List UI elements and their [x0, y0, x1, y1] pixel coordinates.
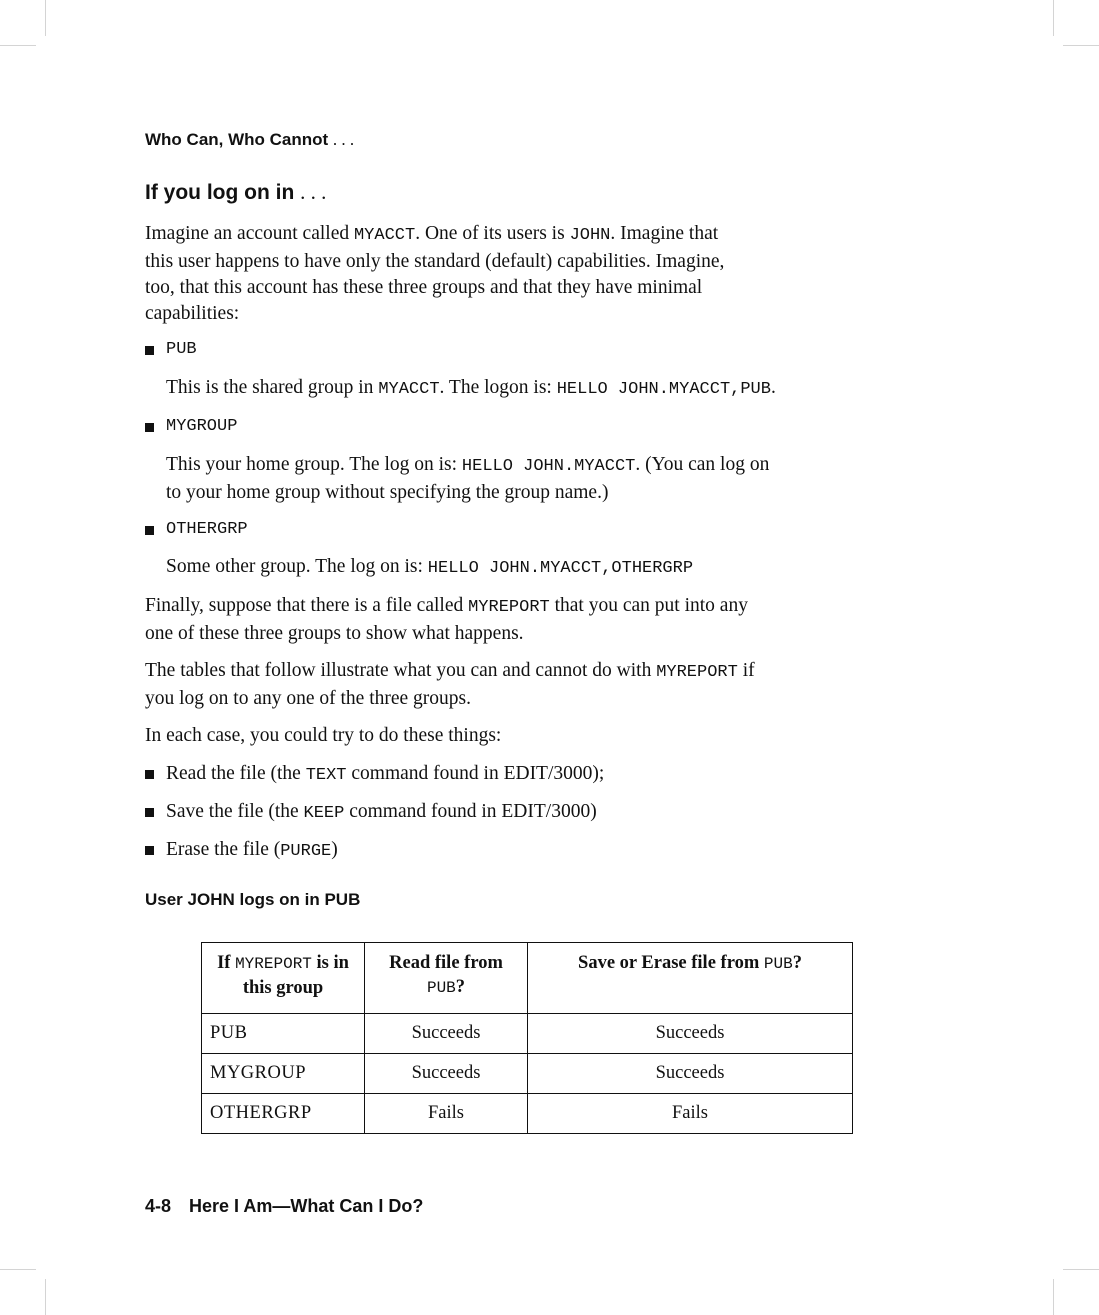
file-name: MYREPORT — [656, 663, 738, 682]
command-name: TEXT — [305, 766, 347, 785]
crop-mark — [0, 45, 36, 46]
crop-mark — [1063, 1269, 1099, 1270]
description-text: Some other group. The log on is: — [166, 556, 423, 577]
finally-paragraph — [145, 593, 905, 647]
header-text: ? — [455, 977, 466, 997]
paragraph-text: that you can put into any — [554, 595, 748, 616]
paragraph-line — [145, 658, 905, 686]
bullet-icon — [145, 423, 154, 432]
running-head-ellipsis: . . . — [332, 130, 355, 149]
intro-paragraph — [145, 221, 905, 327]
group-name: MYGROUP — [166, 417, 238, 436]
description-text: . (You can log on — [635, 454, 770, 475]
description-line: to your home group without specifying the group name.) — [166, 482, 609, 503]
action-text — [166, 837, 338, 865]
section-title — [145, 180, 326, 205]
logon-command: HELLO JOHN.MYACCT — [461, 457, 636, 476]
action-label: Save the file (the — [166, 801, 299, 822]
action-label: command found in EDIT/3000) — [349, 801, 597, 822]
header-text: If — [217, 953, 231, 973]
header-text: is in — [316, 953, 349, 973]
paragraph-text: if — [742, 660, 755, 681]
tables-intro-paragraph — [145, 658, 905, 712]
intro-text: . One of its users is — [415, 223, 565, 244]
section-title-ellipsis: . . . — [300, 180, 327, 204]
table-row — [202, 1054, 853, 1094]
save-erase-cell: Fails — [528, 1094, 853, 1134]
command-name: KEEP — [303, 804, 345, 823]
file-name: MYREPORT — [468, 598, 550, 617]
save-erase-cell: Succeeds — [528, 1054, 853, 1094]
running-head-title: Who Can, Who Cannot — [145, 130, 329, 149]
group-cell: OTHERGRP — [202, 1094, 365, 1134]
crop-mark — [1053, 1279, 1054, 1315]
logon-command: HELLO JOHN.MYACCT,PUB — [556, 380, 771, 399]
bullet-icon — [145, 770, 154, 779]
paragraph-line: one of these three groups to show what happens. — [145, 623, 524, 644]
action-label: command found in EDIT/3000); — [351, 763, 605, 784]
intro-text: Imagine an account called — [145, 223, 350, 244]
group-cell: PUB — [202, 1014, 365, 1054]
save-erase-cell: Succeeds — [528, 1014, 853, 1054]
action-label: ) — [331, 839, 338, 860]
command-name: PURGE — [280, 842, 332, 861]
column-header-read — [365, 943, 528, 1014]
page-number: 4-8 — [145, 1196, 172, 1216]
column-header-group — [202, 943, 365, 1014]
description-text: . — [770, 377, 776, 398]
crop-mark — [45, 0, 46, 36]
bullet-icon — [145, 808, 154, 817]
description-text: . The logon is: — [439, 377, 552, 398]
paragraph-line: you log on to any one of the three groups. — [145, 688, 472, 709]
intro-line: too, that this account has these three groups and that they have minimal — [145, 277, 703, 298]
table-header-row — [202, 943, 853, 1014]
table-subhead: User JOHN logs on in PUB — [145, 890, 361, 909]
action-label: Read the file (the — [166, 763, 301, 784]
column-header-save-erase — [528, 943, 853, 1014]
action-text — [166, 761, 604, 789]
group-name: PUB — [166, 340, 197, 359]
crop-mark — [45, 1279, 46, 1315]
group-name: PUB — [763, 955, 793, 973]
group-name: PUB — [426, 979, 456, 997]
chapter-title: Here I Am—What Can I Do? — [189, 1196, 424, 1216]
read-cell: Fails — [365, 1094, 528, 1134]
description-text: This your home group. The log on is: — [166, 454, 458, 475]
intro-text: . Imagine that — [610, 223, 719, 244]
group-name: OTHERGRP — [166, 520, 248, 539]
section-title-text: If you log on in — [145, 181, 295, 204]
account-name: MYACCT — [353, 226, 416, 245]
intro-line: capabilities: — [145, 303, 240, 324]
page-footer — [145, 1196, 423, 1217]
group-description — [166, 452, 906, 506]
paragraph-text: Finally, suppose that there is a file called — [145, 595, 464, 616]
crop-mark — [1063, 45, 1099, 46]
read-cell: Succeeds — [365, 1054, 528, 1094]
bullet-icon — [145, 526, 154, 535]
description-line — [166, 452, 906, 480]
paragraph-line — [145, 593, 905, 621]
table-row — [202, 1014, 853, 1054]
intro-line — [145, 221, 905, 249]
header-text: this group — [242, 978, 324, 998]
each-case-paragraph: In each case, you could try to do these things: — [145, 725, 502, 746]
action-text — [166, 799, 597, 827]
group-cell: MYGROUP — [202, 1054, 365, 1094]
action-label: Erase the file ( — [166, 839, 281, 860]
paragraph-text: The tables that follow illustrate what you can and cannot do with — [145, 660, 652, 681]
crop-mark — [1053, 0, 1054, 36]
table-row — [202, 1094, 853, 1134]
header-text: ? — [792, 953, 802, 973]
header-text: Read file from — [389, 953, 503, 973]
bullet-icon — [145, 346, 154, 355]
group-description — [166, 375, 906, 403]
user-name: JOHN — [569, 226, 611, 245]
crop-mark — [0, 1269, 36, 1270]
read-cell: Succeeds — [365, 1014, 528, 1054]
header-text: Save or Erase file from — [578, 953, 760, 973]
description-text: This is the shared group in — [166, 377, 374, 398]
intro-line: this user happens to have only the standard (default) capabilities. Imagine, — [145, 251, 725, 272]
file-name: MYREPORT — [235, 955, 312, 973]
running-head — [145, 130, 354, 150]
account-name: MYACCT — [378, 380, 440, 399]
permissions-table — [201, 942, 853, 1134]
group-description — [166, 554, 906, 582]
bullet-icon — [145, 846, 154, 855]
logon-command: HELLO JOHN.MYACCT,OTHERGRP — [427, 559, 694, 578]
